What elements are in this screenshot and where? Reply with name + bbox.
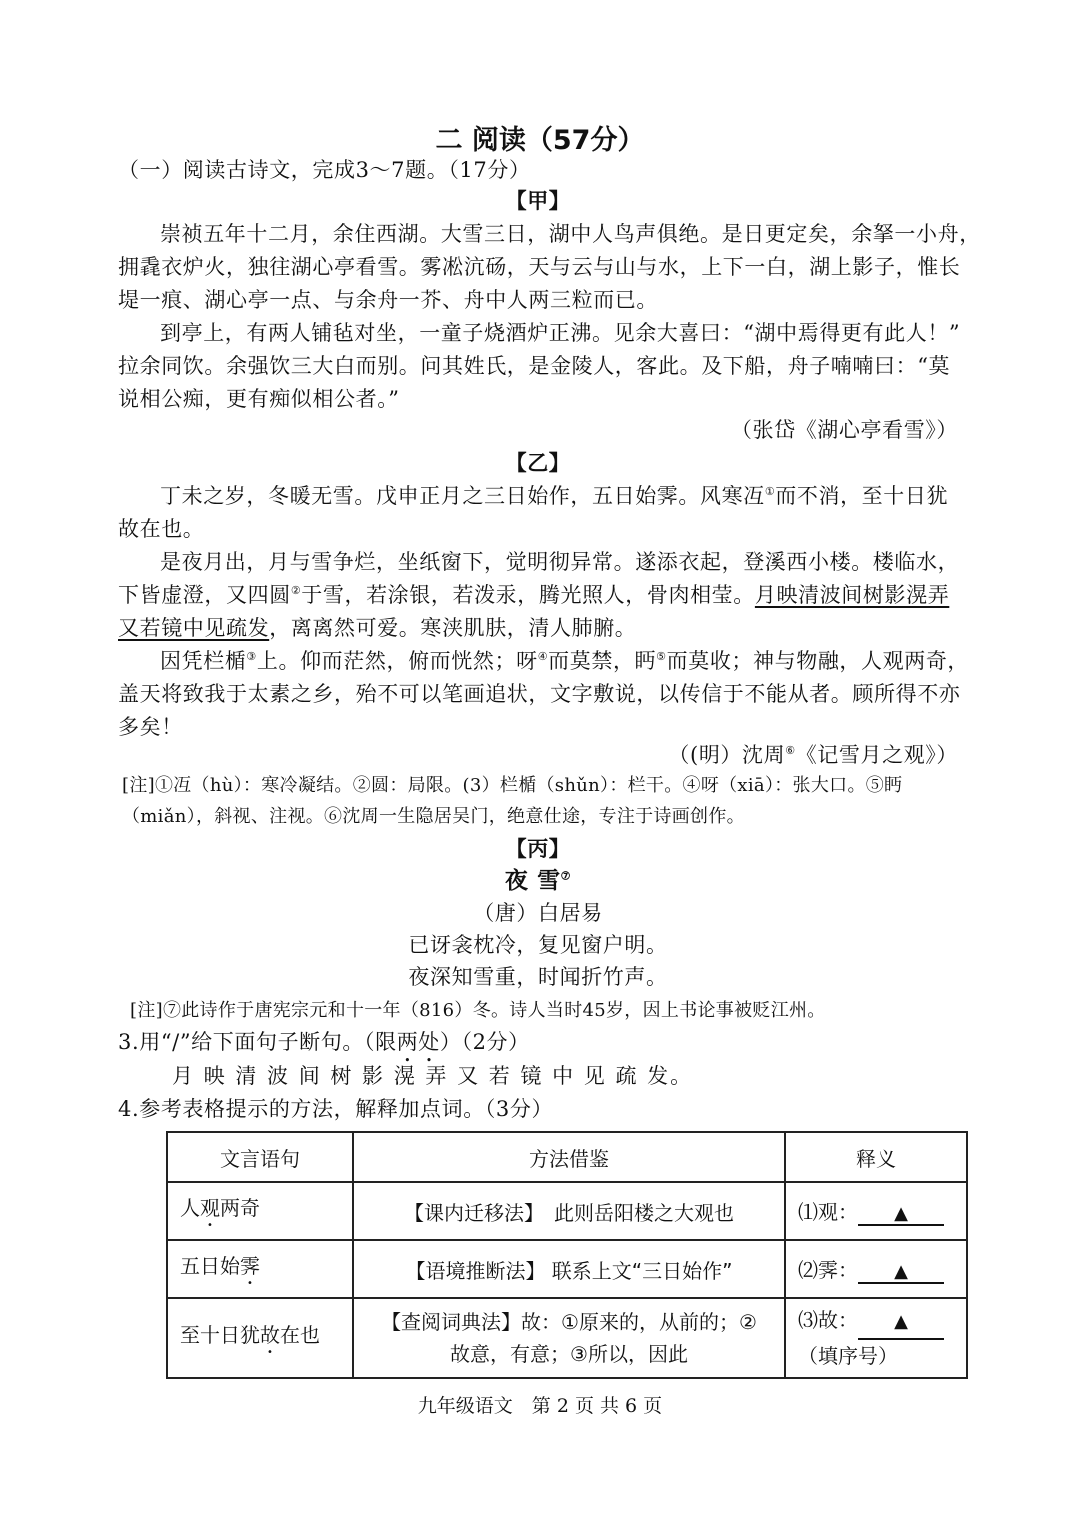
q3-sentence: 月 映 清 波 间 树 影 滉 弄 又 若 镜 中 见 疏 发。 (172, 1064, 694, 1088)
header-meaning: 释义 (785, 1132, 967, 1182)
note-mark-3: ③ (246, 650, 257, 663)
table-row (167, 1182, 967, 1240)
note-mark-2: ② (290, 584, 302, 597)
yi-line-2: 故在也。 (118, 517, 205, 541)
poem-line-2: 夜深知雪重，时闻折竹声。 (408, 965, 668, 989)
yi-notes-1: [注]①冱（hù）：寒冷凝结。②圆：局限。(3）栏楯（shǔn）：栏干。④呀（xiā）：张大口。⑤眄 (122, 775, 903, 796)
dotted-word: 故 (260, 1322, 280, 1347)
yi-line-5: 又若镜中见疏发，离离然可爱。寒浃肌肤，清人肺腑。 (118, 616, 637, 640)
note-mark-6: ⑥ (785, 744, 796, 757)
answer-hint: （填序号） (798, 1344, 898, 1368)
answer-cell[interactable]: ⑶故： ▲ （填序号） (785, 1298, 967, 1378)
q4-prompt: 4.参考表格提示的方法，解释加点词。（3分） (118, 1097, 554, 1121)
method-cell: 【课内迁移法】 此则岳阳楼之大观也 (353, 1182, 785, 1240)
answer-blank[interactable] (858, 1304, 944, 1340)
jia-line-4: 到亭上，有两人铺毡对坐，一童子烧酒炉正沸。见余大喜曰：“湖中焉得更有此人！” (160, 321, 961, 345)
jia-line-3: 堤一痕、湖心亭一点、与余舟一芥、舟中人两三粒而已。 (118, 288, 658, 312)
note-mark-4: ④ (537, 650, 549, 663)
sentence-cell: 人观两奇 (167, 1182, 353, 1240)
header-method: 方法借鉴 (353, 1132, 785, 1182)
yi-notes-2: （miǎn），斜视、注视。⑥沈周一生隐居吴门，绝意仕途，专注于诗画创作。 (122, 806, 745, 827)
yi-line-8: 多矣！ (118, 715, 183, 739)
yi-line-3: 是夜月出，月与雪争烂，坐纸窗下，觉明彻异常。遂添衣起，登溪西小楼。楼临水， (160, 550, 960, 574)
jia-line-5: 拉余同饮。余强饮三大白而别。问其姓氏，是金陵人，客此。及下船，舟子喃喃曰：“莫 (118, 354, 951, 378)
triangle-icon: ▲ (894, 1203, 908, 1224)
page-footer: 九年级语文 第 2 页 共 6 页 (417, 1395, 663, 1417)
header-sentence: 文言语句 (167, 1132, 353, 1182)
answer-cell[interactable]: ⑵霁： ▲ (785, 1240, 967, 1298)
yi-line-7: 盖天将致我于太素之乡，殆不可以笔画追状，文字敷说，以传信于不能从者。顾所得不亦 (118, 682, 961, 706)
q3-prompt: 3.用“/”给下面句子断句。（限两处）（2分） (118, 1030, 530, 1054)
answer-blank[interactable] (858, 1200, 944, 1226)
yi-source: （(明）沈周⑥《记雪月之观》） (668, 743, 958, 767)
dotted-word: 霁 (240, 1253, 260, 1278)
sentence-cell: 五日始霁 (167, 1240, 353, 1298)
section-title: 二 阅读（57分） (435, 125, 645, 156)
part1-heading: （一）阅读古诗文，完成3～7题。（17分） (118, 158, 531, 182)
method-cell: 【查阅词典法】故：①原来的，从前的；② 故意，有意；③所以，因此 (353, 1298, 785, 1378)
yi-line-6: 因凭栏楯③上。仰而茫然，俯而恍然；呀④而莫禁，眄⑤而莫收；神与物融，人观两奇， (160, 649, 970, 673)
poem-author: （唐）白居易 (473, 901, 603, 925)
emphasized-words: 两处 (396, 1030, 440, 1054)
yi-line-4: 下皆虚澄，又四圆②于雪，若涂银，若泼汞，腾光照人，骨肉相莹。月映清波间树影滉弄 (118, 583, 950, 607)
jia-line-2: 拥毳衣炉火，独往湖心亭看雪。雾凇沆砀，天与云与山与水，上下一白，湖上影子，惟长 (118, 255, 961, 279)
bing-note: [注]⑦此诗作于唐宪宗元和十一年（816）冬。诗人当时45岁，因上书论事被贬江州。 (130, 1000, 826, 1021)
underlined-sentence-b: 又若镜中见疏发 (118, 616, 270, 640)
answer-blank[interactable] (858, 1258, 944, 1284)
answer-cell[interactable]: ⑴观： ▲ (785, 1182, 967, 1240)
yi-line-1: 丁未之岁，冬暖无雪。戊申正月之三日始作，五日始霁。风寒冱①而不消，至十日犹 (160, 484, 949, 508)
poem-line-1: 已讶衾枕冷，复见窗户明。 (408, 933, 668, 957)
method-cell: 【语境推断法】 联系上文“三日始作” (353, 1240, 785, 1298)
jia-line-6: 说相公痴，更有痴似相公者。” (118, 387, 400, 411)
jia-line-1: 崇祯五年十二月，余住西湖。大雪三日，湖中人鸟声俱绝。是日更定矣，余拏一小舟， (160, 222, 981, 246)
table-row (167, 1298, 967, 1378)
triangle-icon: ▲ (894, 1311, 908, 1332)
sentence-cell: 至十日犹故在也 (167, 1298, 353, 1378)
note-mark-5: ⑤ (656, 650, 667, 663)
underlined-sentence-a: 月映清波间树影滉弄 (754, 583, 950, 607)
q4-table (166, 1131, 968, 1379)
note-mark-7: ⑦ (560, 869, 572, 883)
poem-title: 夜 雪⑦ (504, 867, 572, 894)
note-mark-1: ① (764, 485, 776, 498)
bing-label: 【丙】 (505, 836, 571, 861)
dotted-word: 观 (200, 1195, 220, 1220)
triangle-icon: ▲ (894, 1261, 908, 1282)
jia-label: 【甲】 (505, 188, 571, 213)
table-row (167, 1240, 967, 1298)
yi-label: 【乙】 (505, 450, 571, 475)
table-header-row (167, 1132, 967, 1182)
jia-source: （张岱《湖心亭看雪》） (730, 418, 958, 442)
